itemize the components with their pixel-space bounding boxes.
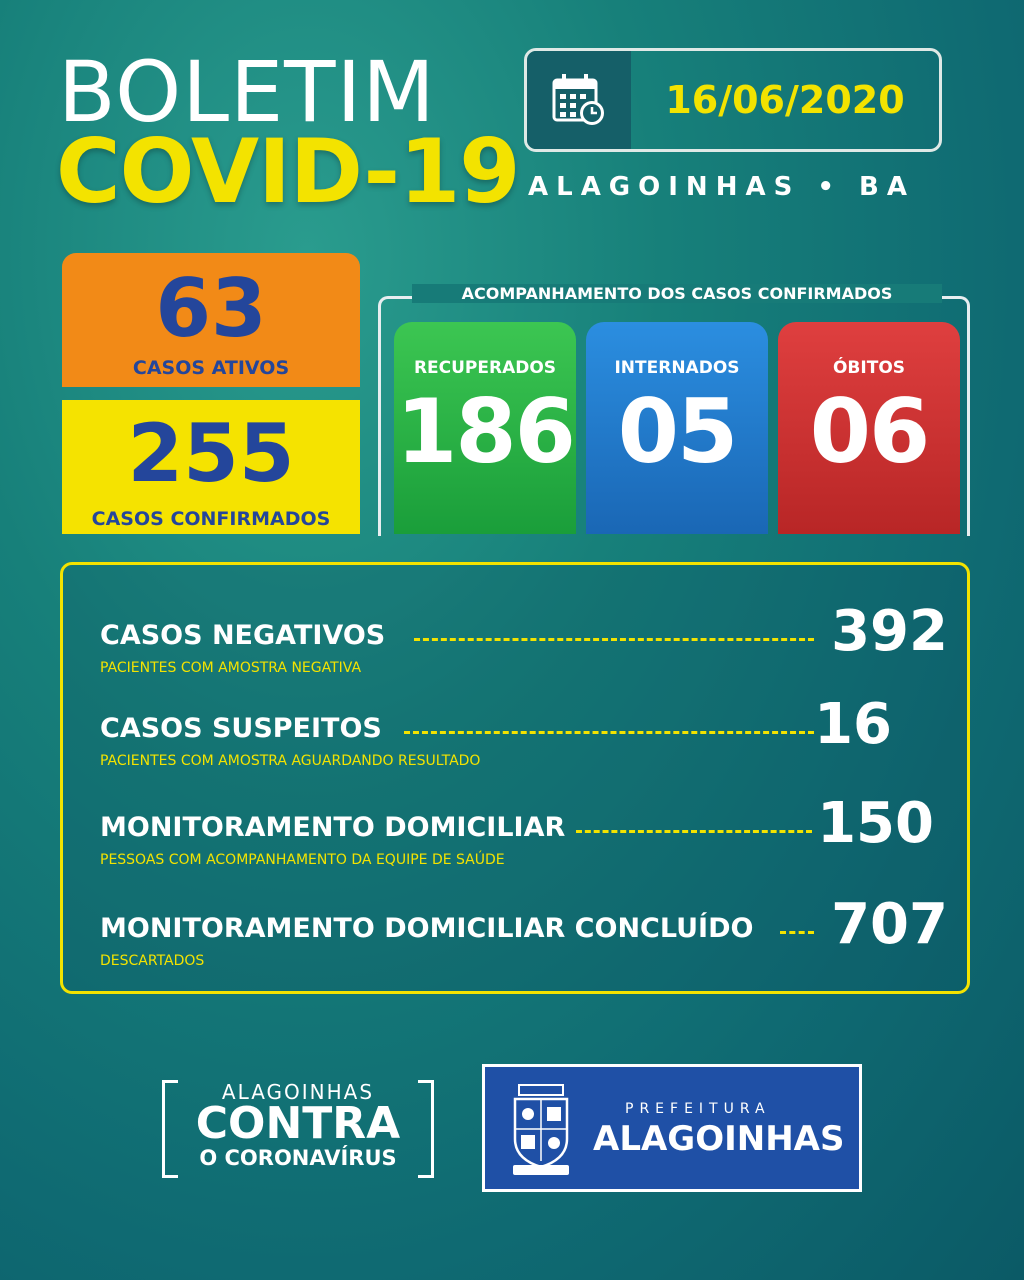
recovered-card xyxy=(394,322,576,534)
campaign-line1: ALAGOINHAS xyxy=(221,1080,375,1104)
detail-row-monitoramento xyxy=(100,791,948,882)
detail-title: CASOS NEGATIVOS xyxy=(100,620,386,651)
detail-subtitle: PACIENTES COM AMOSTRA AGUARDANDO RESULTADO xyxy=(100,753,481,769)
detail-title: MONITORAMENTO DOMICILIAR CONCLUÍDO xyxy=(100,913,754,944)
detail-subtitle: PESSOAS COM ACOMPANHAMENTO DA EQUIPE DE SAÚDE xyxy=(100,852,505,868)
prefeitura-logo xyxy=(482,1064,862,1192)
hospitalized-value: 05 xyxy=(617,380,737,483)
active-cases-label: CASOS ATIVOS xyxy=(132,357,290,379)
dotted-leader xyxy=(414,638,814,641)
confirmed-cases-label: CASOS CONFIRMADOS xyxy=(91,508,331,530)
hospitalized-card xyxy=(586,322,768,534)
detail-title: MONITORAMENTO DOMICILIAR xyxy=(100,812,566,843)
date-box xyxy=(524,48,942,152)
active-cases-card xyxy=(62,253,360,387)
detail-row-negativos xyxy=(100,599,948,690)
hospitalized-label: INTERNADOS xyxy=(614,358,740,378)
detail-subtitle: PACIENTES COM AMOSTRA NEGATIVA xyxy=(100,660,362,676)
prefeitura-label: PREFEITURA xyxy=(625,1101,771,1117)
active-cases-value: 63 xyxy=(155,262,267,355)
dotted-leader xyxy=(576,830,812,833)
detail-value: 392 xyxy=(831,599,948,664)
tracking-title: ACOMPANHAMENTO DOS CASOS CONFIRMADOS xyxy=(412,284,942,303)
calendar-clock-icon xyxy=(527,51,631,149)
prefeitura-city: ALAGOINHAS xyxy=(593,1119,845,1159)
recovered-value: 186 xyxy=(396,380,574,483)
confirmed-cases-value: 255 xyxy=(127,407,295,500)
bulletin-date: 16/06/2020 xyxy=(665,78,905,122)
deaths-label: ÓBITOS xyxy=(832,358,906,378)
detail-title: CASOS SUSPEITOS xyxy=(100,713,382,744)
campaign-logo xyxy=(162,1080,434,1178)
deaths-value: 06 xyxy=(809,380,929,483)
campaign-line3: O CORONAVÍRUS xyxy=(199,1146,397,1170)
title-covid: COVID-19 xyxy=(56,120,520,223)
detail-value: 707 xyxy=(831,892,948,957)
dotted-leader xyxy=(780,931,814,934)
detail-row-concluido xyxy=(100,892,948,983)
detail-subtitle: DESCARTADOS xyxy=(100,953,205,969)
detail-value: 16 xyxy=(814,692,892,757)
city-seal-icon xyxy=(509,1081,573,1177)
detail-value: 150 xyxy=(817,791,934,856)
title-boletim: BOLETIM xyxy=(58,43,436,141)
location-label: ALAGOINHAS • BA xyxy=(528,172,915,202)
deaths-card xyxy=(778,322,960,534)
recovered-label: RECUPERADOS xyxy=(413,358,557,378)
campaign-line2: CONTRA xyxy=(195,1098,401,1149)
dotted-leader xyxy=(404,731,814,734)
detail-row-suspeitos xyxy=(100,692,948,783)
confirmed-cases-card xyxy=(62,400,360,534)
